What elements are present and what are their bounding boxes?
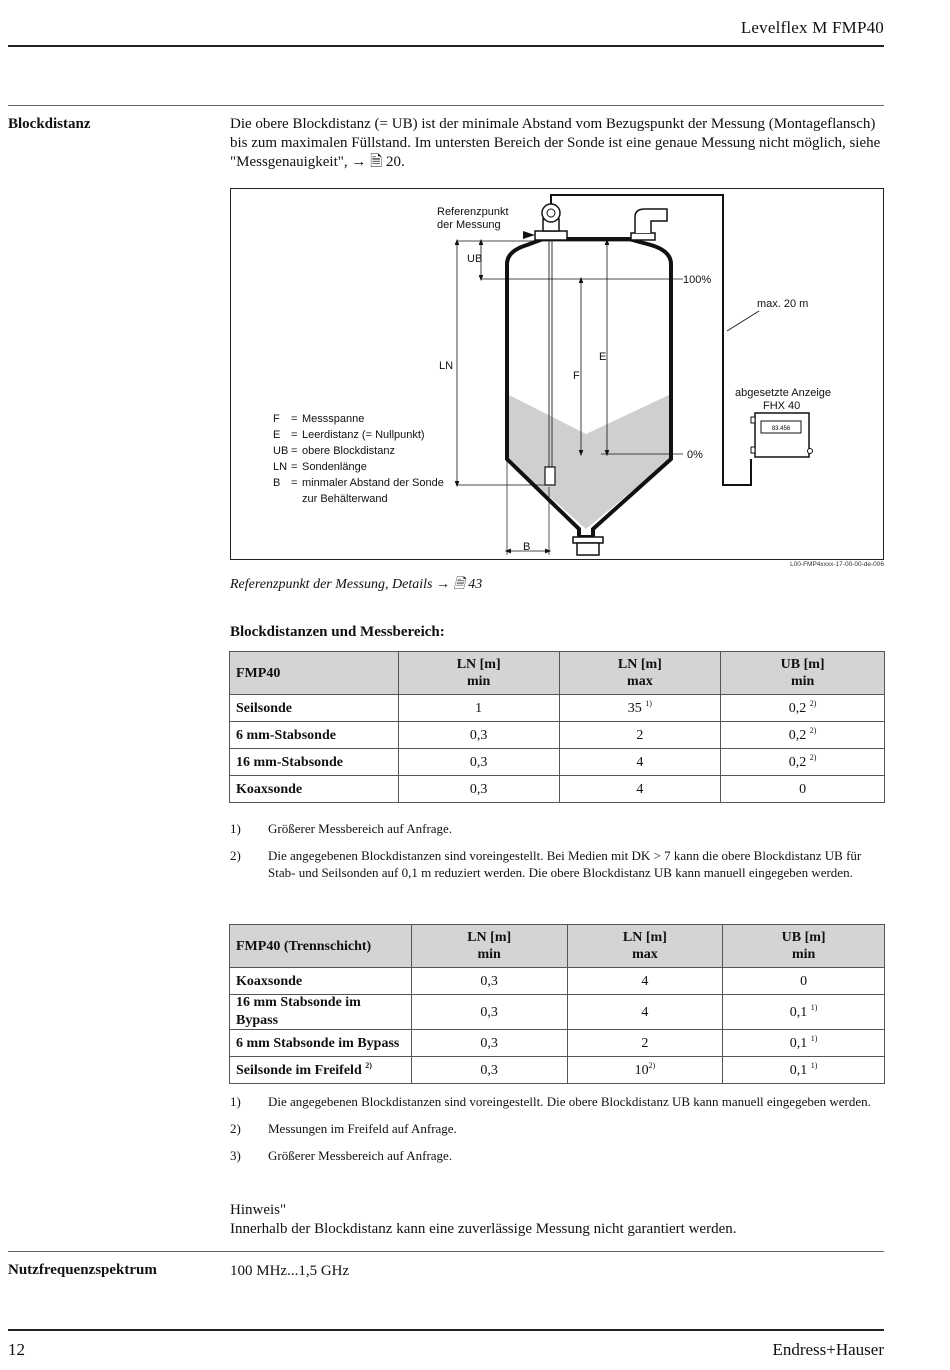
table-cell-probe: Seilsonde im Freifeld $^{2)}$ — [230, 1057, 412, 1084]
table-cell-probe: 6 mm-Stabsonde — [230, 722, 399, 749]
legend-key-e: E — [273, 429, 281, 441]
table-header-cell: LN [m] max — [567, 925, 723, 968]
legend-text-f: Messspanne — [302, 413, 365, 425]
table-cell: 0 — [723, 968, 885, 995]
frequency-value: 100 MHz...1,5 GHz — [230, 1263, 350, 1279]
display-readout: 83.456 — [771, 426, 791, 432]
label-f: F — [573, 370, 580, 382]
mounting-flange — [535, 231, 567, 240]
table-row — [230, 968, 885, 995]
table-row — [230, 722, 885, 749]
svg-text:=: = — [291, 413, 298, 425]
table1-footnote: 2) Die angegebenen Blockdistanzen sind voreingestellt. Bei Medien mit DK > 7 kann die obere Blockdistanz UB für Stab- und Seilsonden auf 0,1 m reduziert werden. Die obere Blockdistanz UB kann manuell eingegeben werden. — [230, 848, 862, 880]
label-display-line2: FHX 40 — [763, 400, 801, 412]
figure-caption: Referenzpunkt der Messung, Details → 🗎 43 — [230, 577, 483, 592]
table-cell: 0,3 — [398, 722, 559, 749]
label-0-percent: 0% — [687, 449, 703, 461]
outlet-flange — [573, 537, 603, 543]
table2-footnote: 2) Messungen im Freifeld auf Anfrage. — [230, 1121, 457, 1136]
table-header-cell: LN [m] min — [398, 652, 559, 695]
hint-title: Hinweis" — [230, 1202, 287, 1218]
svg-text:=: = — [291, 477, 298, 489]
legend-text-ln: Sondenlänge — [302, 461, 367, 473]
legend-text-b-cont: zur Behälterwand — [302, 493, 388, 505]
table-row — [230, 749, 885, 776]
table-header-cell: UB [m] min — [723, 925, 885, 968]
inlet-flange — [631, 233, 655, 240]
probe-weight — [545, 467, 555, 485]
table-row — [230, 1057, 885, 1084]
table-row — [230, 995, 885, 1030]
silo-diagram — [230, 188, 884, 560]
label-reference-line1: Referenzpunkt — [437, 206, 509, 218]
legend-text-b: minmaler Abstand der Sonde — [302, 477, 444, 489]
table-cell: 0 — [721, 776, 885, 803]
table-cell: 0,1 $^{1)}$ — [723, 1030, 885, 1057]
legend-key-f: F — [273, 413, 280, 425]
table-cell: 1 — [398, 695, 559, 722]
inlet-pipe — [635, 209, 667, 233]
table-cell: 0,3 — [398, 749, 559, 776]
legend-key-ub: UB — [273, 445, 289, 457]
table-cell: 4 — [559, 776, 721, 803]
table-cell: 10$^{2)}$ — [567, 1057, 723, 1084]
table-row — [230, 695, 885, 722]
table-cell: 2 — [559, 722, 721, 749]
hint-text: Innerhalb der Blockdistanz kann eine zuverlässige Messung nicht garantiert werden. — [230, 1221, 737, 1237]
table-cell: 4 — [567, 995, 723, 1030]
table-cell: 0,3 — [398, 776, 559, 803]
page-number: 12 — [8, 1340, 25, 1359]
table1-title: Blockdistanzen und Messbereich: — [230, 624, 445, 640]
blockdistanz-description: Die obere Blockdistanz (= UB) ist der minimale Abstand vom Bezugspunkt der Messung (Montageflansch) bis zum maximalen Füllstand. Im untersten Bereich der Sonde ist eine genaue Messung nicht möglich, siehe "Messgenauigkeit", → 🗎 20. — [230, 116, 881, 170]
table-cell: 4 — [559, 749, 721, 776]
section-label-frequency: Nutzfrequenzspektrum — [8, 1262, 157, 1278]
legend-key-ln: LN — [273, 461, 288, 473]
table-header-row — [230, 652, 885, 695]
table-cell: 0,2 $^{2)}$ — [721, 749, 885, 776]
table-cell: 35 $^{1)}$ — [559, 695, 721, 722]
interface-blockdistance-table — [229, 924, 885, 1084]
reference-point-arrow — [523, 231, 535, 239]
table-cell-probe: Koaxsonde — [230, 968, 412, 995]
section-rule — [8, 105, 884, 106]
table-header-cell: UB [m] min — [721, 652, 885, 695]
table-cell-probe: 16 mm-Stabsonde — [230, 749, 399, 776]
table1-footnote: 1) Größerer Messbereich auf Anfrage. — [230, 821, 453, 836]
svg-text:=: = — [291, 429, 298, 441]
table-cell: 0,3 — [411, 1057, 567, 1084]
table-cell: 0,3 — [411, 968, 567, 995]
label-ub: UB — [467, 253, 483, 265]
section-label-blockdistanz: Blockdistanz — [8, 116, 91, 132]
table-row — [230, 776, 885, 803]
blockdistance-table — [229, 651, 885, 803]
table-cell-probe: Seilsonde — [230, 695, 399, 722]
footer-brand: Endress+Hauser — [772, 1340, 884, 1359]
table-header-cell: LN [m] min — [411, 925, 567, 968]
label-b: B — [523, 541, 531, 553]
legend-text-e: Leerdistanz (= Nullpunkt) — [302, 429, 425, 441]
label-e: E — [599, 351, 607, 363]
legend-text-ub: obere Blockdistanz — [302, 445, 395, 457]
footer-rule — [8, 1329, 884, 1331]
silo-diagram-svg — [231, 189, 883, 559]
header-rule — [8, 45, 884, 47]
label-reference-line2: der Messung — [437, 219, 501, 231]
figure-id: L00-FMP4xxxx-17-00-00-de-006 — [790, 561, 884, 568]
remote-display-fhx40 — [755, 413, 809, 457]
table2-footnote: 3) Größerer Messbereich auf Anfrage. — [230, 1148, 453, 1163]
table-cell: 0,1 $^{1)}$ — [723, 995, 885, 1030]
table-header-row — [230, 925, 885, 968]
table-header-cell: FMP40 (Trennschicht) — [230, 925, 412, 968]
table2-footnote: 1) Die angegebenen Blockdistanzen sind voreingestellt. Die obere Blockdistanz UB kann manuell eingegeben werden. — [230, 1094, 871, 1109]
document-header-title: Levelflex M FMP40 — [740, 18, 884, 37]
section-rule — [8, 1251, 884, 1252]
legend-key-b: B — [273, 477, 281, 489]
table-cell: 4 — [567, 968, 723, 995]
product-fill — [507, 394, 671, 529]
figure-legend — [273, 413, 444, 505]
table-cell-probe: Koaxsonde — [230, 776, 399, 803]
table-row — [230, 1030, 885, 1057]
table-cell: 0,2 $^{2)}$ — [721, 722, 885, 749]
svg-text:=: = — [291, 461, 298, 473]
table-cell: 2 — [567, 1030, 723, 1057]
table-cell-probe: 16 mm Stabsonde im Bypass — [230, 995, 412, 1030]
table-cell: 0,3 — [411, 995, 567, 1030]
table-header-cell: FMP40 — [230, 652, 399, 695]
table-header-cell: LN [m] max — [559, 652, 721, 695]
table-cell: 0,3 — [411, 1030, 567, 1057]
label-ln: LN — [439, 360, 454, 372]
label-display-line1: abgesetzte Anzeige — [735, 387, 832, 399]
table-cell: 0,2 $^{2)}$ — [721, 695, 885, 722]
label-100-percent: 100% — [683, 274, 712, 286]
svg-text:=: = — [291, 445, 298, 457]
table-cell: 0,1 $^{1)}$ — [723, 1057, 885, 1084]
label-max-20m: max. 20 m — [757, 298, 809, 310]
table-cell-probe: 6 mm Stabsonde im Bypass — [230, 1030, 412, 1057]
